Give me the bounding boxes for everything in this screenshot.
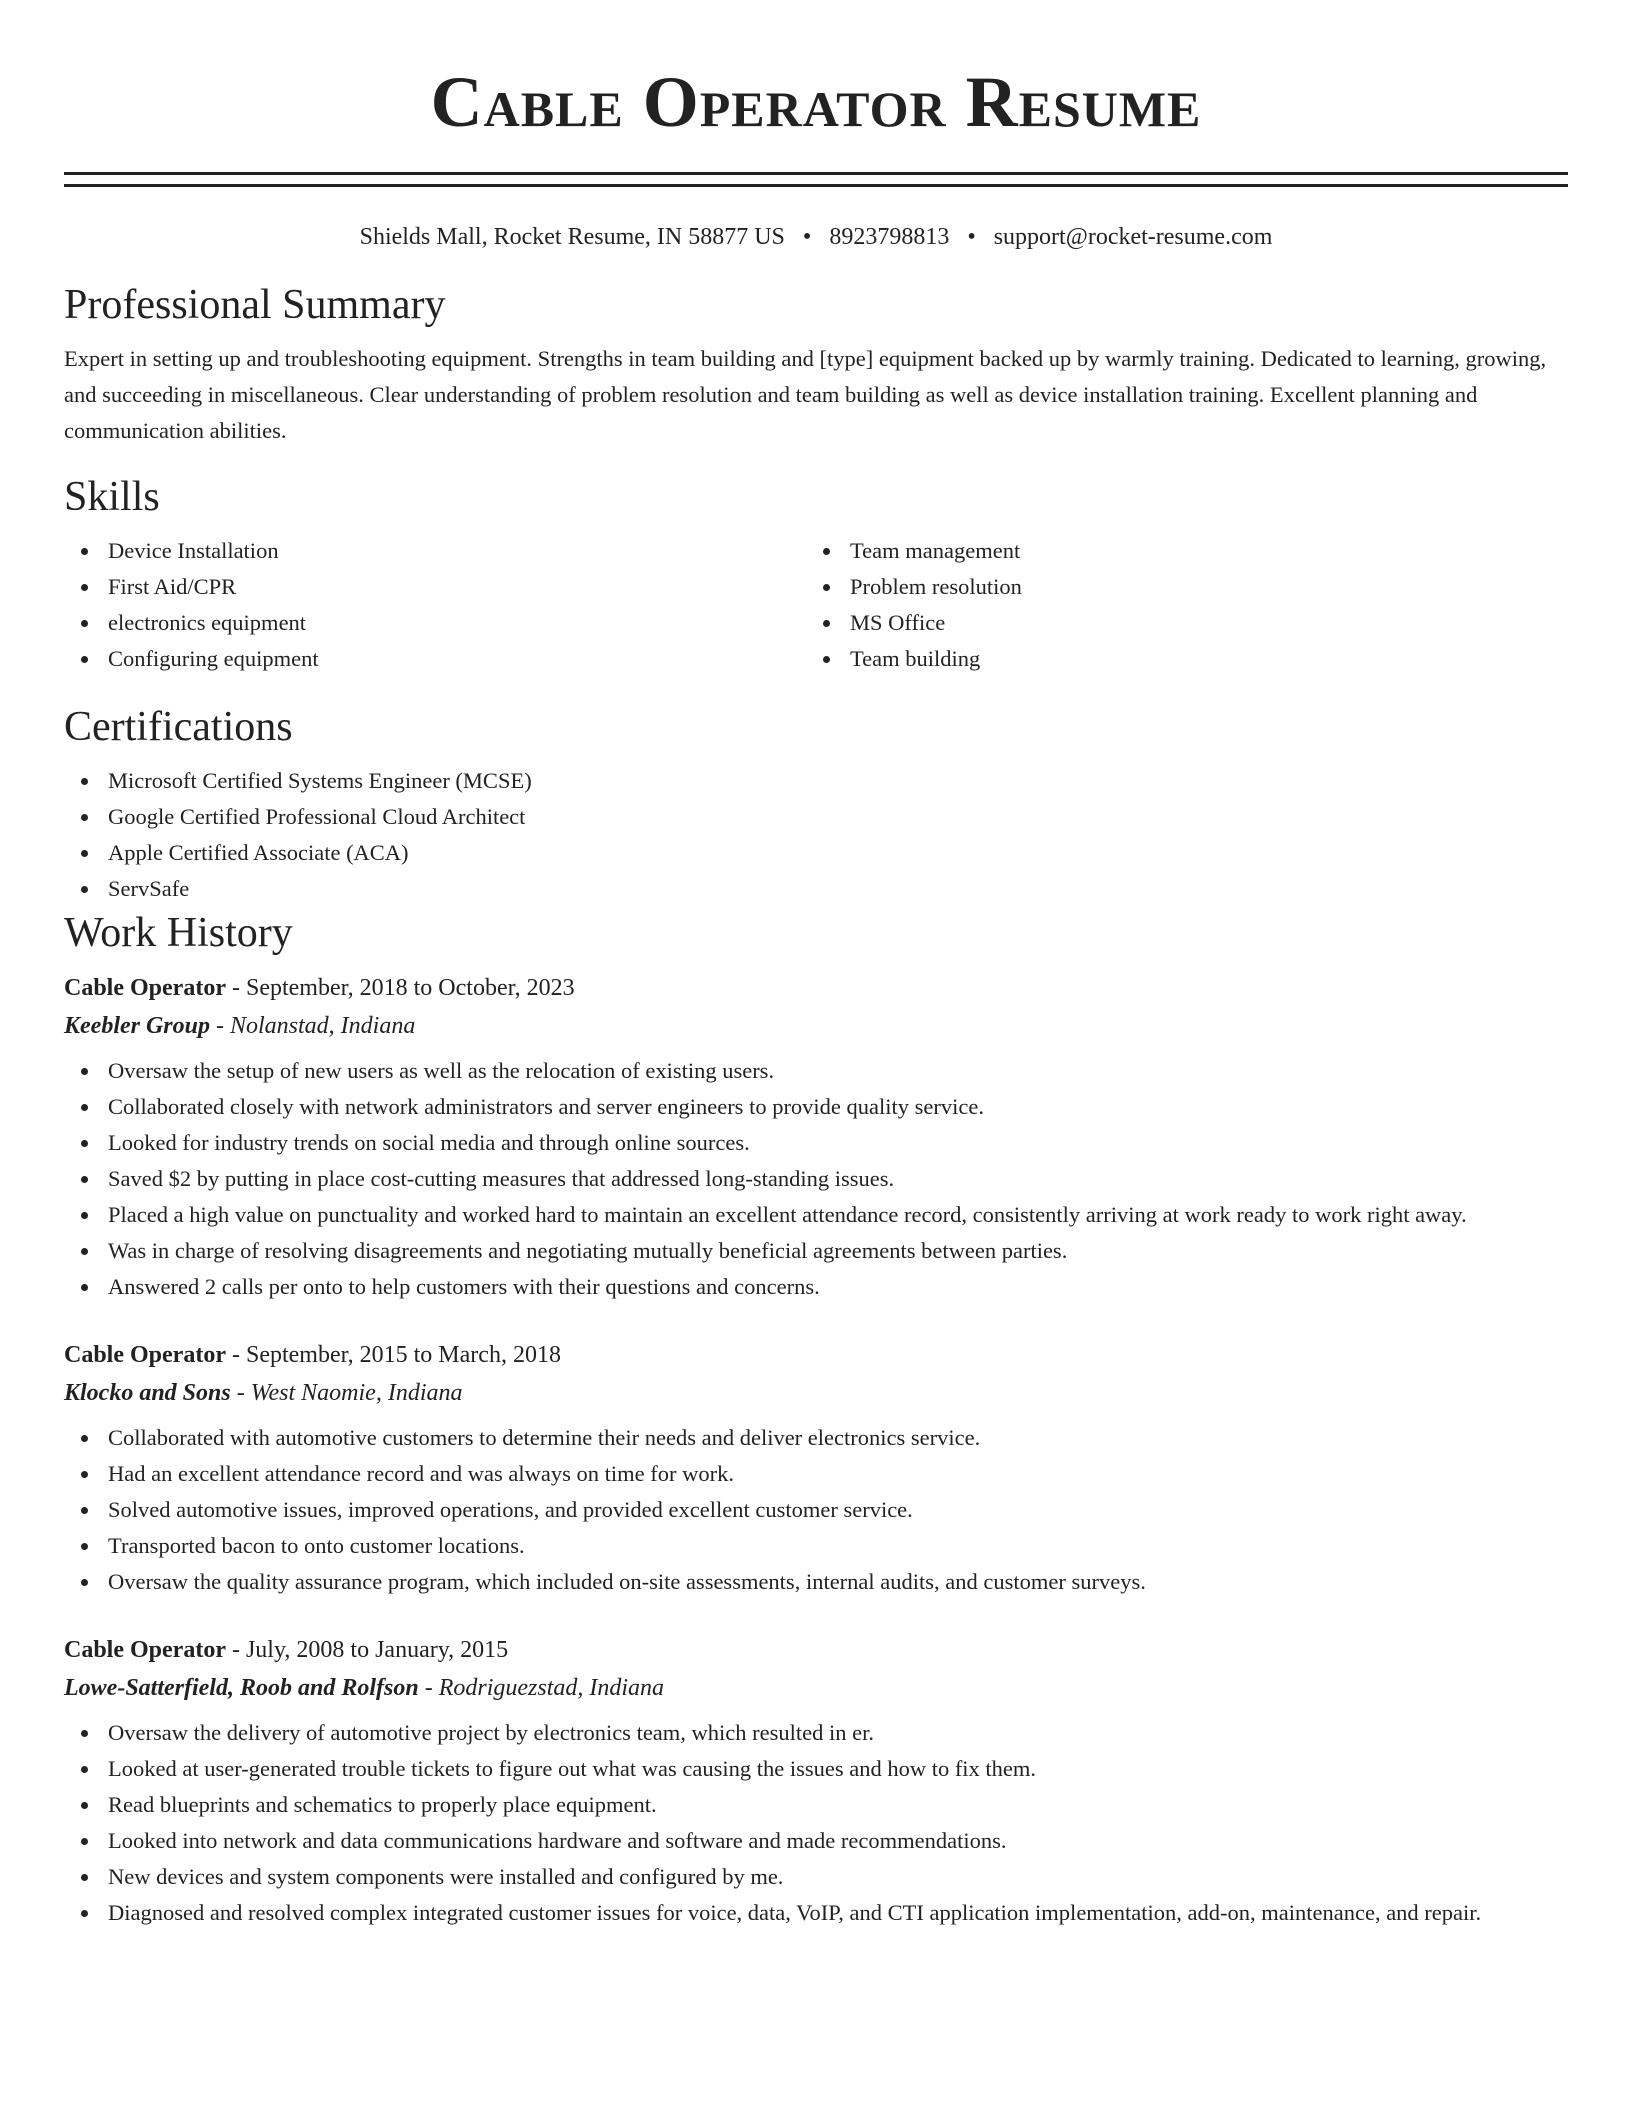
summary-heading: Professional Summary <box>64 282 446 328</box>
certification-item: ServSafe <box>64 871 1568 907</box>
job-entry <box>64 1631 1568 1931</box>
job-company-line <box>64 1669 1568 1707</box>
certification-item: Apple Certified Associate (ACA) <box>64 835 1568 871</box>
skills-section <box>64 471 1568 677</box>
contact-line <box>64 221 1568 253</box>
job-company-line <box>64 1374 1568 1412</box>
job-duty: Read blueprints and schematics to properly place equipment. <box>64 1787 1568 1823</box>
job-duty: Placed a high value on punctuality and worked hard to maintain an excellent attendance record, consistently arriving at work ready to work right away. <box>64 1197 1568 1233</box>
job-duties-list <box>64 1715 1568 1931</box>
certification-item: Microsoft Certified Systems Engineer (MCSE) <box>64 763 1568 799</box>
job-title-line <box>64 969 1568 1007</box>
professional-summary-section <box>64 279 1568 449</box>
job-title: Cable Operator <box>64 1637 226 1663</box>
dash-separator: - <box>225 1342 246 1368</box>
job-duty: Oversaw the quality assurance program, which included on-site assessments, internal audits, and customer surveys. <box>64 1564 1568 1600</box>
skill-item: Team management <box>806 533 1548 569</box>
job-duty: Collaborated closely with network administrators and server engineers to provide quality service. <box>64 1089 1568 1125</box>
job-dates: September, 2015 to March, 2018 <box>245 1342 561 1368</box>
resume-title: Cable Operator Resume <box>430 62 1202 142</box>
job-duty: Looked at user-generated trouble tickets to figure out what was causing the issues and how to fix them. <box>64 1751 1568 1787</box>
job-duty: Looked for industry trends on social media and through online sources. <box>64 1125 1568 1161</box>
job-duty: Was in charge of resolving disagreements and negotiating mutually beneficial agreements between parties. <box>64 1233 1568 1269</box>
job-title: Cable Operator <box>64 975 226 1001</box>
contact-separator: • <box>802 224 812 250</box>
skills-heading: Skills <box>64 474 160 520</box>
job-duty: Oversaw the setup of new users as well as the relocation of existing users. <box>64 1053 1568 1089</box>
job-duty: Saved $2 by putting in place cost-cutting measures that addressed long-standing issues. <box>64 1161 1568 1197</box>
job-duty: Diagnosed and resolved complex integrated customer issues for voice, data, VoIP, and CTI application implementation, add-on, maintenance, and repair. <box>64 1895 1568 1931</box>
job-duty: Solved automotive issues, improved operations, and provided excellent customer service. <box>64 1492 1568 1528</box>
contact-email: support@rocket-resume.com <box>993 224 1273 250</box>
job-duty: Answered 2 calls per onto to help customers with their questions and concerns. <box>64 1269 1568 1305</box>
skill-item: First Aid/CPR <box>64 569 806 605</box>
work-history-section <box>64 907 1568 1931</box>
job-title-line <box>64 1631 1568 1669</box>
contact-separator: • <box>967 224 976 250</box>
dash-separator: - <box>418 1675 439 1701</box>
title-double-rule <box>64 172 1568 187</box>
skill-item: Configuring equipment <box>64 641 806 677</box>
job-duty: Had an excellent attendance record and was always on time for work. <box>64 1456 1568 1492</box>
job-dates: July, 2008 to January, 2015 <box>245 1637 509 1663</box>
job-company: Klocko and Sons <box>64 1380 231 1406</box>
job-entry <box>64 1336 1568 1600</box>
work-history-heading: Work History <box>64 910 293 956</box>
job-duty: New devices and system components were installed and configured by me. <box>64 1859 1568 1895</box>
skills-grid <box>64 533 1568 677</box>
job-duty: Collaborated with automotive customers to determine their needs and deliver electronics service. <box>64 1420 1568 1456</box>
certifications-section <box>64 701 1568 907</box>
job-title-line <box>64 1336 1568 1374</box>
job-duties-list <box>64 1420 1568 1600</box>
job-company: Keebler Group <box>64 1013 210 1039</box>
job-company-line <box>64 1007 1568 1045</box>
certification-item: Google Certified Professional Cloud Architect <box>64 799 1568 835</box>
job-location: Nolanstad, Indiana <box>230 1013 416 1039</box>
dash-separator: - <box>225 975 246 1001</box>
job-duty: Oversaw the delivery of automotive project by electronics team, which resulted in er. <box>64 1715 1568 1751</box>
job-location: Rodriguezstad, Indiana <box>438 1675 665 1701</box>
skill-item: electronics equipment <box>64 605 806 641</box>
certifications-heading: Certifications <box>64 704 293 750</box>
job-company: Lowe-Satterfield, Roob and Rolfson <box>64 1675 419 1701</box>
job-duty: Looked into network and data communications hardware and software and made recommendations. <box>64 1823 1568 1859</box>
skills-list-right <box>806 533 1548 677</box>
dash-separator: - <box>230 1380 251 1406</box>
job-entry <box>64 969 1568 1305</box>
skill-item: Problem resolution <box>806 569 1548 605</box>
dash-separator: - <box>210 1013 230 1039</box>
contact-address: Shields Mall, Rocket Resume, IN 58877 US <box>359 224 785 250</box>
skill-item: Device Installation <box>64 533 806 569</box>
contact-phone: 8923798813 <box>829 224 950 250</box>
dash-separator: - <box>225 1637 246 1663</box>
skills-list-left <box>64 533 806 677</box>
summary-text: Expert in setting up and troubleshooting equipment. Strengths in team building and [type] equipment backed up by warmly training. Dedicated to learning, growing, and succeeding in miscellaneous. Clear understanding of problem resolution and team building as well as device installation training. Excellent planning and communication abilities. <box>64 346 1547 443</box>
job-dates: September, 2018 to October, 2023 <box>245 975 575 1001</box>
job-duty: Transported bacon to onto customer locations. <box>64 1528 1568 1564</box>
job-location: West Naomie, Indiana <box>250 1380 463 1406</box>
job-title: Cable Operator <box>64 1342 226 1368</box>
skill-item: Team building <box>806 641 1548 677</box>
certifications-list <box>64 763 1568 907</box>
skill-item: MS Office <box>806 605 1548 641</box>
job-duties-list <box>64 1053 1568 1305</box>
